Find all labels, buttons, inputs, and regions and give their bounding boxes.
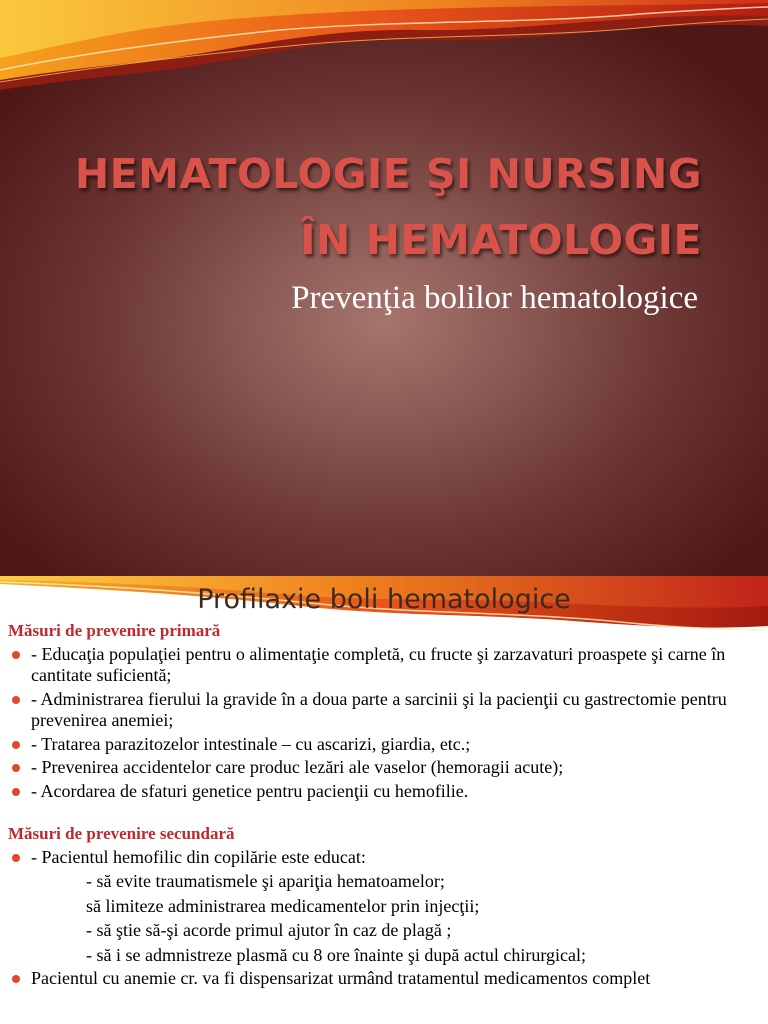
list-item-text: - Educaţia populaţiei pentru o alimentaţie completă, cu fructe şi zarzavaturi proaspete şi carne în cantitate suficientă; (31, 643, 726, 685)
bullet-icon (12, 741, 20, 749)
slide-title: Profilaxie boli hematologice (197, 584, 571, 615)
list-item-text: - Pacientul hemofilic din copilărie este educat: (31, 846, 366, 867)
list-item (8, 689, 766, 732)
list-item-text: - Tratarea parazitozelor intestinale – cu ascarizi, giardia, etc.; (31, 733, 471, 754)
bullet-icon (12, 975, 20, 983)
secondary-prevention-heading: Măsuri de prevenire secundară (8, 824, 235, 843)
sub-item: - să i se admnistreze plasmă cu 8 ore înainte şi după actul chirurgical; (86, 944, 586, 965)
bullet-icon (12, 764, 20, 772)
list-item-text: Pacientul cu anemie cr. va fi dispensarizat urmând tratamentul medicamentos complet (31, 968, 651, 988)
bullet-icon (12, 696, 20, 704)
list-item (8, 757, 766, 779)
content-slide (0, 576, 768, 1024)
list-item-text: - Prevenirea accidentelor care produc lezări ale vaselor (hemoragii acute); (31, 757, 564, 777)
sub-item: să limiteze administrarea medicamentelor prin injecţii; (86, 895, 480, 916)
list-item (8, 644, 766, 687)
slide-title-line-1: HEMATOLOGIE ŞI NURSING (74, 150, 702, 198)
primary-prevention-heading: Măsuri de prevenire primară (8, 621, 221, 640)
list-item-text: - Administrarea fierului la gravide în a doua parte a sarcinii şi la pacienţii cu gastrectomie pentru prevenirea anemiei; (31, 688, 727, 730)
slide-subtitle: Prevenţia bolilor hematologice (291, 280, 698, 316)
list-item (8, 847, 766, 869)
list-item (8, 968, 766, 990)
bullet-icon (12, 788, 20, 796)
list-item (8, 781, 766, 803)
sub-item: - să evite traumatismele şi apariţia hematoamelor; (86, 871, 445, 891)
list-item (8, 734, 766, 756)
bullet-icon (12, 651, 20, 659)
slide-title-line-2: ÎN HEMATOLOGIE (300, 216, 702, 264)
list-item-text: - Acordarea de sfaturi genetice pentru pacienţii cu hemofilie. (31, 780, 469, 801)
sub-item: - să ştie să-şi acorde primul ajutor în caz de plagă ; (86, 920, 452, 940)
slide-body (8, 620, 766, 990)
bullet-icon (12, 854, 20, 862)
